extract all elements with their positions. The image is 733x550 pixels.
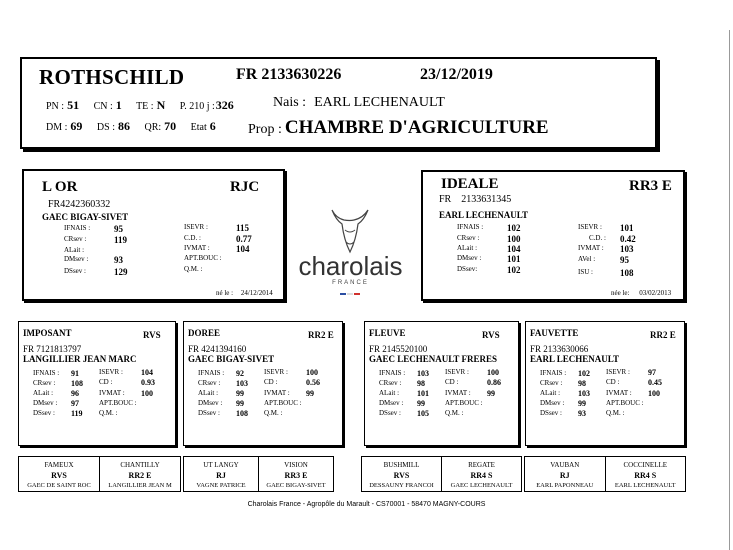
- great-grandparent-box: [183, 456, 334, 492]
- dm-value: 69: [70, 119, 83, 133]
- grandparent-cd: CD : 0.93: [99, 378, 155, 387]
- grandparent-alait: ALait : 103: [540, 389, 590, 398]
- nais-label: Nais :: [273, 95, 307, 110]
- p210-label: P. 210 j :: [179, 101, 215, 112]
- great-grandparent-cell: [525, 457, 605, 491]
- grandparent-crsev: CRsev : 98: [379, 379, 425, 388]
- grandparent-name: IMPOSANT: [23, 328, 72, 338]
- grandparent-code: RR2 E: [308, 330, 334, 340]
- dam-dmsev: DMsev : 101: [457, 254, 521, 264]
- animal-header-box: [20, 57, 657, 149]
- grandparent-qm: Q.M. :: [445, 409, 464, 417]
- sire-crsev: CRsev : 119: [64, 235, 128, 245]
- logo-sub: FRANCE: [332, 280, 369, 286]
- great-grandparent-name: FAMEUX: [44, 461, 74, 469]
- te-value: N: [156, 98, 166, 112]
- grandparent-aptbouc: APT.BOUC :: [99, 399, 137, 407]
- grandparent-box: [183, 321, 343, 446]
- grandparent-ifnais: IFNAIS : 91: [33, 369, 79, 378]
- grandparent-aptbouc: APT.BOUC :: [445, 399, 483, 407]
- cn-label: CN :: [93, 101, 113, 112]
- qr-label: QR:: [144, 122, 162, 133]
- great-grandparent-owner: EARL LECHENAULT: [614, 482, 676, 489]
- grandparent-dssev: DSsev : 108: [198, 409, 248, 418]
- great-grandparent-owner: VAGNE PATRICE: [196, 482, 246, 489]
- dam-isevr: ISEVR : 101: [578, 223, 634, 233]
- sire-birth: né le : 24/12/2014: [216, 289, 273, 297]
- great-grandparent-name: UT LANGY: [203, 461, 239, 469]
- etat-value: 6: [209, 119, 216, 133]
- great-grandparent-code: RVS: [51, 471, 67, 480]
- grandparent-alait: ALait : 96: [33, 389, 79, 398]
- grandparent-crsev: CRsev : 103: [198, 379, 248, 388]
- qr-value: 70: [164, 119, 177, 133]
- grandparent-isevr: ISEVR : 100: [445, 368, 499, 377]
- dam-box: [421, 170, 685, 301]
- great-grandparent-code: RR2 E: [128, 471, 152, 480]
- grandparent-dssev: DSsev : 93: [540, 409, 586, 418]
- great-grandparent-name: VAUBAN: [550, 461, 580, 469]
- grandparent-dmsev: DMsev : 99: [198, 399, 244, 408]
- grandparent-isevr: ISEVR : 97: [606, 368, 656, 377]
- owner-line: [248, 117, 549, 139]
- grandparent-ifnais: IFNAIS : 103: [379, 369, 429, 378]
- grandparent-name: DOREE: [188, 328, 221, 338]
- sire-ifnais: IFNAIS : 95: [64, 224, 123, 234]
- dam-owner: EARL LECHENAULT: [439, 210, 528, 220]
- grandparent-number: FR 7121813797: [23, 344, 82, 354]
- animal-number: FR 2133630226: [236, 66, 342, 83]
- grandparent-code: RVS: [143, 330, 161, 340]
- flag-white: [347, 293, 353, 295]
- great-grandparent-owner: EARL PAPONNEAU: [536, 482, 594, 489]
- grandparent-aptbouc: APT.BOUC :: [264, 399, 302, 407]
- grandparent-number: FR 4241394160: [188, 344, 247, 354]
- great-grandparent-box: [18, 456, 181, 492]
- dam-alait: ALait : 104: [457, 244, 521, 254]
- prop-label: Prop :: [248, 122, 282, 137]
- sire-code: RJC: [230, 179, 260, 195]
- great-grandparent-owner: LANGILLIER JEAN M: [108, 482, 172, 489]
- grandparent-number: FR 2133630066: [530, 344, 589, 354]
- dam-code: RR3 E: [629, 178, 672, 194]
- dam-crsev: CRsev : 100: [457, 234, 521, 244]
- dam-ifnais: IFNAIS : 102: [457, 223, 521, 233]
- great-grandparent-owner: GAEC LECHENAULT: [450, 482, 513, 489]
- sire-owner: GAEC BIGAY-SIVET: [42, 212, 129, 222]
- grandparent-owner: GAEC BIGAY-SIVET: [188, 354, 275, 364]
- grandparent-owner: EARL LECHENAULT: [530, 354, 619, 364]
- sire-number: FR4242360332: [48, 199, 111, 210]
- grandparent-alait: ALait : 101: [379, 389, 429, 398]
- great-grandparent-code: RVS: [393, 471, 410, 480]
- great-grandparent-cell: [19, 457, 99, 491]
- great-grandparent-owner: GAEC BIGAY-SIVET: [266, 482, 326, 489]
- great-grandparent-owner: GAEC DE SAINT ROC: [27, 482, 91, 489]
- great-grandparent-code: RR4 S: [634, 471, 657, 480]
- grandparent-name: FLEUVE: [369, 328, 406, 338]
- grandparent-code: RVS: [482, 330, 500, 340]
- grandparent-box: [525, 321, 685, 446]
- sire-dmsev: DMsev : 93: [64, 255, 123, 265]
- grandparent-qm: Q.M. :: [264, 409, 283, 417]
- dam-cd: C.D. : 0.42: [589, 234, 636, 244]
- great-grandparent-name: COCCINELLE: [623, 461, 668, 469]
- great-grandparent-name: REGATE: [468, 461, 495, 469]
- dam-name: IDEALE: [441, 176, 499, 192]
- great-grandparent-code: RJ: [559, 471, 570, 480]
- flag-red: [354, 293, 360, 295]
- grandparent-cd: CD : 0.86: [445, 378, 501, 387]
- logo-brand: charolais: [298, 251, 403, 281]
- dam-isu: ISU : 108: [578, 268, 634, 278]
- etat-label: Etat: [190, 122, 207, 133]
- pn-label: PN :: [46, 101, 65, 112]
- grandparent-dssev: DSsev : 119: [33, 409, 83, 418]
- flag-blue: [340, 293, 346, 295]
- grandparent-dmsev: DMsev : 99: [540, 399, 586, 408]
- bull-head-icon: [292, 196, 409, 256]
- great-grandparent-cell: [441, 457, 521, 491]
- great-grandparent-name: CHANTILLY: [120, 461, 160, 469]
- breeder-line: [273, 95, 445, 111]
- grandparent-cd: CD : 0.56: [264, 378, 320, 387]
- great-grandparent-owner: DESSAUNY FRANCOI: [369, 482, 434, 489]
- grandparent-ifnais: IFNAIS : 102: [540, 369, 590, 378]
- grandparent-owner: LANGILLIER JEAN MARC: [23, 354, 137, 364]
- grandparent-aptbouc: APT.BOUC :: [606, 399, 644, 407]
- footer-address: Charolais France - Agropôle du Marault - CS70001 - 58470 MAGNY-COURS: [247, 501, 486, 508]
- sire-ivmat: IVMAT : 104: [184, 244, 250, 254]
- grandparent-isevr: ISEVR : 104: [99, 368, 153, 377]
- charolais-logo: [292, 196, 409, 301]
- prop-value: CHAMBRE D'AGRICULTURE: [284, 117, 549, 138]
- grandparent-ivmat: IVMAT : 100: [606, 389, 660, 398]
- sire-qm: Q.M. :: [184, 265, 203, 273]
- header-stats-row-2: [46, 119, 228, 134]
- sire-alait: ALait :: [64, 246, 85, 254]
- header-stats-row-1: [46, 98, 246, 113]
- grandparent-ifnais: IFNAIS : 92: [198, 369, 244, 378]
- te-label: TE :: [136, 101, 154, 112]
- grandparent-ivmat: IVMAT : 99: [264, 389, 314, 398]
- animal-birth-date: 23/12/2019: [420, 66, 493, 83]
- p210-value: 326: [215, 98, 234, 112]
- dam-avel: AVel : 95: [578, 255, 629, 265]
- grandparent-cd: CD : 0.45: [606, 378, 662, 387]
- great-grandparent-code: RR4 S: [470, 471, 493, 480]
- dam-ivmat: IVMAT : 103: [578, 244, 634, 254]
- pn-value: 51: [67, 98, 80, 112]
- nais-value: EARL LECHENAULT: [314, 95, 445, 110]
- grandparent-number: FR 2145520100: [369, 344, 428, 354]
- sire-name: L OR: [42, 179, 78, 195]
- grandparent-code: RR2 E: [650, 330, 676, 340]
- ds-value: 86: [117, 119, 130, 133]
- great-grandparent-cell: [184, 457, 258, 491]
- great-grandparent-box: [524, 456, 686, 492]
- great-grandparent-cell: [258, 457, 333, 491]
- dam-birth: née le: 03/02/2013: [611, 289, 672, 297]
- ds-label: DS :: [96, 122, 115, 133]
- grandparent-dmsev: DMsev : 97: [33, 399, 79, 408]
- sire-cd: C.D. : 0.77: [184, 234, 252, 244]
- grandparent-crsev: CRsev : 108: [33, 379, 83, 388]
- great-grandparent-cell: [605, 457, 686, 491]
- grandparent-alait: ALait : 99: [198, 389, 244, 398]
- dam-dssev: DSsev: 102: [457, 265, 521, 275]
- grandparent-name: FAUVETTE: [530, 328, 579, 338]
- page-edge-line: [729, 30, 730, 550]
- sire-isevr: ISEVR : 115: [184, 223, 250, 233]
- grandparent-box: [18, 321, 176, 446]
- sire-aptbouc: APT.BOUC :: [184, 254, 222, 262]
- great-grandparent-code: RJ: [216, 471, 226, 480]
- dam-number: FR 2133631345: [439, 194, 512, 205]
- grandparent-owner: GAEC LECHENAULT FRERES: [369, 354, 498, 364]
- great-grandparent-code: RR3 E: [284, 471, 308, 480]
- sire-box: [22, 169, 285, 301]
- great-grandparent-cell: [362, 457, 441, 491]
- dm-label: DM :: [46, 122, 68, 133]
- cn-value: 1: [115, 98, 122, 112]
- grandparent-qm: Q.M. :: [606, 409, 625, 417]
- grandparent-isevr: ISEVR : 100: [264, 368, 318, 377]
- grandparent-dssev: DSsev : 105: [379, 409, 429, 418]
- great-grandparent-box: [361, 456, 522, 492]
- animal-name: ROTHSCHILD: [39, 65, 185, 89]
- great-grandparent-name: VISION: [284, 461, 308, 469]
- great-grandparent-name: BUSHMILL: [383, 461, 420, 469]
- sire-dssev: DSsev : 129: [64, 267, 128, 277]
- grandparent-crsev: CRsev : 98: [540, 379, 586, 388]
- grandparent-box: [364, 321, 519, 446]
- grandparent-qm: Q.M. :: [99, 409, 118, 417]
- grandparent-ivmat: IVMAT : 99: [445, 389, 495, 398]
- grandparent-ivmat: IVMAT : 100: [99, 389, 153, 398]
- grandparent-dmsev: DMsev : 99: [379, 399, 425, 408]
- great-grandparent-cell: [99, 457, 180, 491]
